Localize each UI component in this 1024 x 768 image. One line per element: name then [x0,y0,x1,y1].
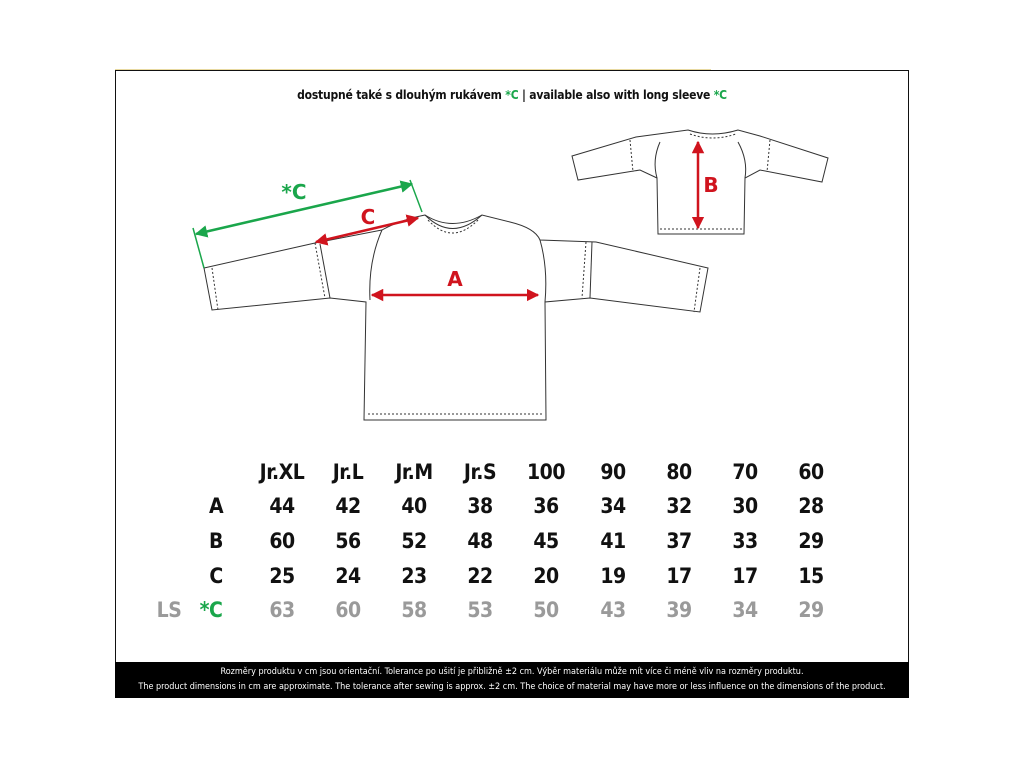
label-long-c: *C [281,180,307,204]
table-cell: 60 [269,529,295,553]
table-cell: 48 [467,529,493,553]
table-cell: 19 [600,564,626,588]
table-cell: 45 [533,529,559,553]
size-header: Jr.L [332,460,364,484]
table-cell: 32 [666,494,692,518]
table-cell: 30 [732,494,758,518]
size-header: 80 [666,460,692,484]
size-header: Jr.S [463,460,497,484]
label-c: C [360,205,376,229]
size-header: Jr.XL [259,460,305,484]
disclaimer-bar [115,662,909,698]
row-prefix: LS [156,598,182,622]
row-label: A [208,494,224,518]
label-a: A [447,267,463,291]
table-cell: 20 [533,564,559,588]
note-mark-2: *C [713,88,727,102]
back-shirt-outline [572,130,828,234]
table-cell: 38 [467,494,493,518]
table-cell: 44 [269,494,295,518]
table-cell: 29 [798,598,824,622]
table-cell: 33 [732,529,758,553]
table-cell: 28 [798,494,824,518]
table-cell: 37 [666,529,692,553]
label-b: B [703,173,719,197]
size-header: Jr.M [395,460,433,484]
table-cell: 15 [798,564,824,588]
row-label: C [209,564,223,588]
front-shirt-outline [204,215,708,420]
table-cell: 56 [335,529,361,553]
table-cell: 17 [666,564,692,588]
table-cell: 22 [467,564,493,588]
table-cell: 36 [533,494,559,518]
table-cell: 41 [600,529,626,553]
table-cell: 34 [732,598,758,622]
table-cell: 23 [401,564,427,588]
table-cell: 29 [798,529,824,553]
table-cell: 42 [335,494,361,518]
size-header: 60 [798,460,824,484]
table-cell: 52 [401,529,427,553]
row-label: B [209,529,223,553]
size-header: 70 [732,460,758,484]
size-header: 90 [600,460,626,484]
table-cell: 40 [401,494,427,518]
table-cell: 17 [732,564,758,588]
table-cell: 43 [600,598,626,622]
table-cell: 53 [467,598,493,622]
table-cell: 24 [335,564,361,588]
row-label: *C [199,598,223,622]
table-cell: 39 [666,598,692,622]
disclaimer-en: The product dimensions in cm are approximate. The tolerance after sewing is approx. ±2 cm. The choice of material may have more or less influence on the dimensions of the product. [138,682,886,692]
note-prefix: dostupné také s dlouhým rukávem [297,88,506,102]
table-cell: 50 [533,598,559,622]
table-cell: 60 [335,598,361,622]
note-middle: | available also with long sleeve [518,88,714,102]
size-header: 100 [527,460,565,484]
table-cell: 58 [401,598,427,622]
note-mark-1: *C [505,88,519,102]
disclaimer-cz: Rozměry produktu v cm jsou orientační. Tolerance po ušití je přibližně ±2 cm. Výběr materiálu může mít více či méně vliv na rozměry produktu. [220,667,804,677]
table-cell: 25 [269,564,295,588]
table-cell: 34 [600,494,626,518]
table-cell: 63 [269,598,295,622]
